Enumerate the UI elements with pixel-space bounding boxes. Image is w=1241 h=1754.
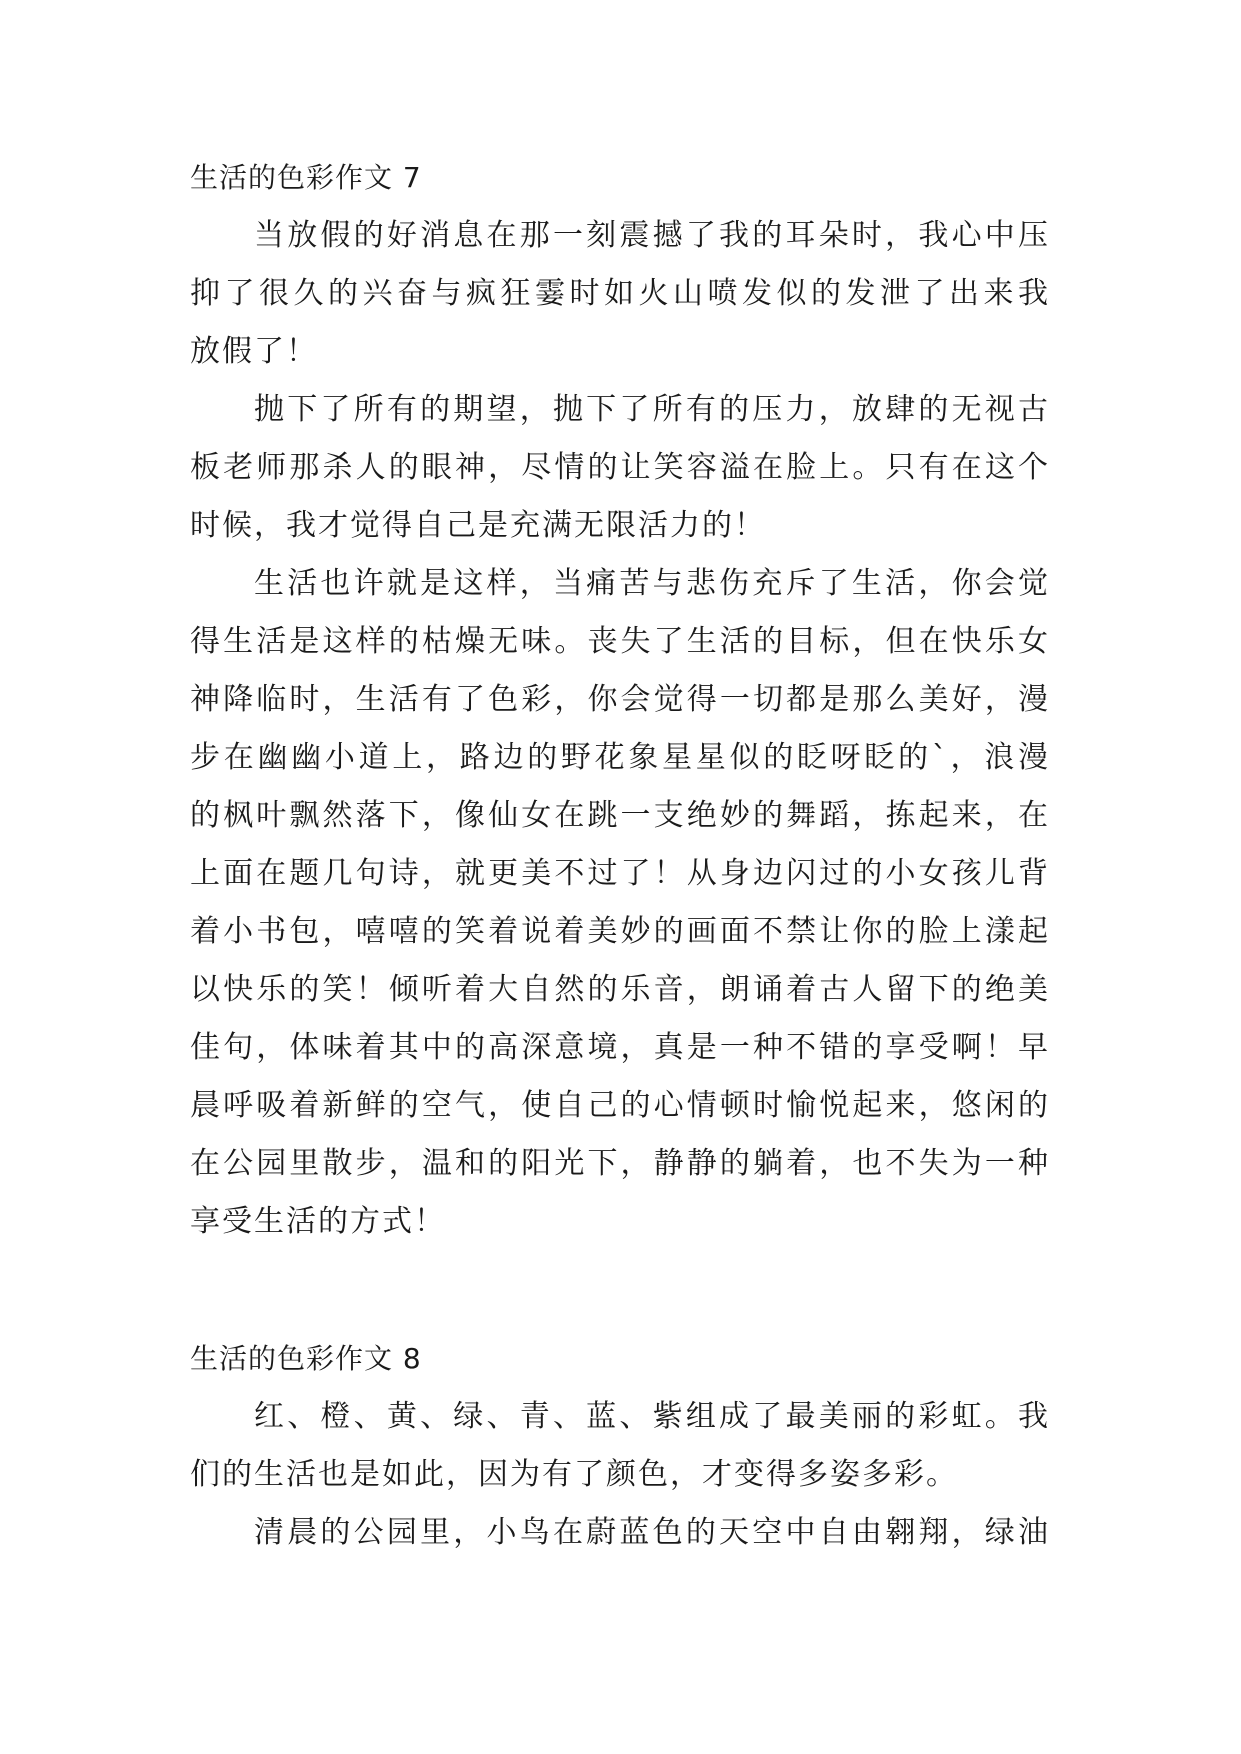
paragraph-line: 佳句，体味着其中的高深意境，真是一种不错的享受啊！早 <box>190 1030 1050 1065</box>
paragraph-line: 步在幽幽小道上，路边的野花象星星似的眨呀眨的`，浪漫 <box>190 740 1050 775</box>
paragraph-line: 生活也许就是这样，当痛苦与悲伤充斥了生活，你会觉 <box>254 566 1050 601</box>
section-heading: 生活的色彩作文 8 <box>190 1342 422 1375</box>
paragraph-line: 抛下了所有的期望，抛下了所有的压力，放肆的无视古 <box>254 392 1050 427</box>
paragraph <box>190 1388 1050 1504</box>
paragraph <box>190 555 1050 1251</box>
paragraph-line: 们的生活也是如此，因为有了颜色，才变得多姿多彩。 <box>190 1457 958 1492</box>
paragraph-line: 红、橙、黄、绿、青、蓝、紫组成了最美丽的彩虹。我 <box>254 1399 1050 1434</box>
paragraph <box>190 207 1050 381</box>
paragraph-line: 以快乐的笑！倾听着大自然的乐音，朗诵着古人留下的绝美 <box>190 972 1050 1007</box>
paragraph-line: 放假了！ <box>190 334 318 369</box>
paragraph-line: 当放假的好消息在那一刻震撼了我的耳朵时，我心中压 <box>254 218 1050 253</box>
paragraph-line: 时候，我才觉得自己是充满无限活力的！ <box>190 508 766 543</box>
paragraph-line: 在公园里散步，温和的阳光下，静静的躺着，也不失为一种 <box>190 1146 1050 1181</box>
paragraph-line: 上面在题几句诗，就更美不过了！从身边闪过的小女孩儿背 <box>190 856 1050 891</box>
section-heading: 生活的色彩作文 7 <box>190 161 422 194</box>
paragraph-line: 得生活是这样的枯燥无味。丧失了生活的目标，但在快乐女 <box>190 624 1050 659</box>
paragraph <box>190 1504 1050 1562</box>
paragraph-line: 清晨的公园里，小鸟在蔚蓝色的天空中自由翱翔，绿油 <box>254 1515 1050 1550</box>
paragraph-line: 享受生活的方式！ <box>190 1204 446 1239</box>
paragraph-line: 抑了很久的兴奋与疯狂霎时如火山喷发似的发泄了出来我 <box>190 276 1050 311</box>
paragraph-line: 着小书包，嘻嘻的笑着说着美妙的画面不禁让你的脸上漾起 <box>190 914 1050 949</box>
document-body <box>190 160 1050 1562</box>
paragraph-line: 神降临时，生活有了色彩，你会觉得一切都是那么美好，漫 <box>190 682 1050 717</box>
paragraph-line: 晨呼吸着新鲜的空气，使自己的心情顿时愉悦起来，悠闲的 <box>190 1088 1050 1123</box>
paragraph <box>190 381 1050 555</box>
paragraph-line: 板老师那杀人的眼神，尽情的让笑容溢在脸上。只有在这个 <box>190 450 1050 485</box>
paragraph-line: 的枫叶飘然落下，像仙女在跳一支绝妙的舞蹈，拣起来，在 <box>190 798 1050 833</box>
